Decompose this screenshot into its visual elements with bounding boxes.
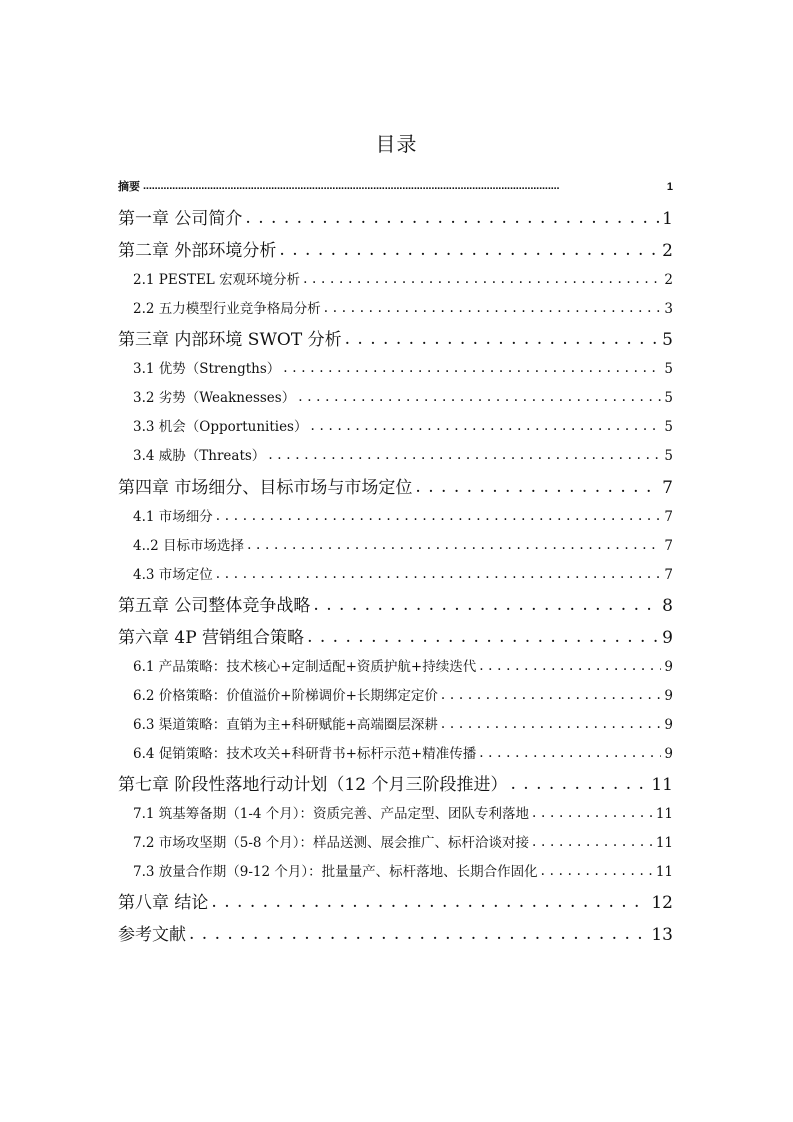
toc-entry-chapter-2[interactable] [118, 236, 673, 261]
toc-entry-page: 12 [651, 893, 673, 913]
toc-entry-page: 8 [662, 596, 673, 616]
toc-entry-chapter-3[interactable] [118, 325, 673, 350]
toc-entry-label: 2.1 PESTEL 宏观环境分析 [133, 272, 301, 288]
toc-entry-references[interactable] [118, 920, 673, 945]
toc-entry-page: 7 [664, 567, 673, 583]
toc-entry-page: 9 [664, 659, 673, 675]
dot-leader [324, 300, 662, 316]
toc-entry-label: 3.3 机会（Opportunities） [133, 419, 308, 435]
toc-entry-label: 6.2 价格策略：价值溢价+阶梯调价+长期绑定定价 [133, 688, 438, 704]
dot-leader [211, 892, 648, 912]
toc-entry-page: 1 [666, 181, 673, 193]
toc-entry-page: 3 [664, 301, 673, 317]
toc-entry-page: 7 [664, 509, 673, 525]
dot-leader [216, 508, 662, 524]
dot-leader [279, 240, 659, 260]
toc-entry-page: 5 [664, 390, 673, 406]
toc-entry-chapter-4[interactable] [118, 473, 673, 498]
toc-entry-abstract[interactable] [118, 178, 673, 194]
toc-entry-chapter-6[interactable] [118, 623, 673, 648]
dot-leader [415, 477, 659, 497]
toc-entry-section-7-1[interactable] [118, 802, 673, 822]
toc-entry-section-4-3[interactable] [118, 563, 673, 583]
toc-entry-page: 1 [662, 209, 673, 229]
toc-entry-page: 9 [664, 746, 673, 762]
toc-entry-page: 11 [655, 864, 673, 880]
toc-entry-label: 7.3 放量合作期（9-12 个月）：批量量产、标杆落地、长期合作固化 [133, 864, 538, 880]
dot-leader [479, 658, 661, 674]
dot-leader [268, 447, 661, 463]
toc-entry-label: 7.2 市场攻坚期（5-8 个月）：样品送测、展会推广、标杆洽谈对接 [133, 835, 530, 851]
toc-entry-label: 6.4 促销策略：技术攻关+科研背书+标杆示范+精准传播 [133, 746, 477, 762]
toc-entry-label: 第一章 公司简介 [118, 209, 243, 229]
toc-entry-page: 11 [655, 806, 673, 822]
dot-leader [532, 805, 653, 821]
toc-entry-label: 6.3 渠道策略：直销为主+科研赋能+高端圈层深耕 [133, 717, 438, 733]
toc-entry-section-6-2[interactable] [118, 684, 673, 704]
toc-entry-page: 11 [651, 775, 673, 795]
dot-leader [189, 924, 648, 944]
toc-entry-label: 第四章 市场细分、目标市场与市场定位 [118, 478, 413, 498]
toc-entry-label: 参考文献 [118, 925, 186, 945]
toc-entry-section-2-1[interactable] [118, 268, 673, 288]
toc-entry-label: 3.1 优势（Strengths） [133, 361, 281, 377]
toc-entry-section-3-1[interactable] [118, 357, 673, 377]
toc-entry-page: 9 [664, 717, 673, 733]
toc-entry-section-6-1[interactable] [118, 655, 673, 675]
toc-entry-section-6-4[interactable] [118, 742, 673, 762]
toc-entry-label: 4..2 目标市场选择 [133, 538, 245, 554]
toc-entry-label: 2.2 五力模型行业竞争格局分析 [133, 301, 321, 317]
dot-leader [245, 208, 659, 228]
toc-entry-label: 7.1 筑基筹备期（1-4 个月）：资质完善、产品定型、团队专利落地 [133, 806, 530, 822]
toc-entry-section-7-3[interactable] [118, 860, 673, 880]
toc-entry-label: 4.1 市场细分 [133, 509, 213, 525]
toc-entry-page: 5 [664, 361, 673, 377]
toc-title: 目录 [375, 132, 418, 156]
dot-leader [510, 774, 648, 794]
dot-leader [283, 360, 661, 376]
toc-entry-label: 6.1 产品策略：技术核心+定制适配+资质护航+持续迭代 [133, 659, 477, 675]
toc-entry-section-4-1[interactable] [118, 505, 673, 525]
dot-leader [298, 389, 661, 405]
toc-entry-label: 第八章 结论 [118, 893, 209, 913]
toc-entry-chapter-7[interactable] [118, 770, 673, 795]
toc-entry-chapter-1[interactable] [118, 204, 673, 229]
dot-leader [532, 834, 653, 850]
toc-entry-page: 5 [664, 448, 673, 464]
toc-entry-label: 第六章 4P 营销组合策略 [118, 628, 305, 648]
toc-entry-page: 2 [662, 241, 673, 261]
toc-entry-page: 5 [664, 419, 673, 435]
dot-leader [216, 566, 662, 582]
toc-entry-label: 3.2 劣势（Weaknesses） [133, 390, 296, 406]
toc-entry-page: 9 [662, 628, 673, 648]
toc-entry-page: 11 [655, 835, 673, 851]
dot-leader [479, 745, 661, 761]
dot-leader [345, 329, 660, 349]
toc-entry-section-6-3[interactable] [118, 713, 673, 733]
dot-leader [307, 627, 659, 647]
toc-entry-section-2-2[interactable] [118, 297, 673, 317]
toc-entry-label: 第二章 外部环境分析 [118, 241, 277, 261]
dot-leader [441, 716, 662, 732]
toc-entry-section-4-2[interactable] [118, 534, 673, 554]
dot-leader [303, 271, 661, 287]
toc-entry-label: 第七章 阶段性落地行动计划（12 个月三阶段推进） [118, 775, 508, 795]
dot-leader [541, 863, 653, 879]
toc-entry-page: 13 [651, 925, 673, 945]
dot-leader [441, 687, 662, 703]
toc-entry-label: 4.3 市场定位 [133, 567, 213, 583]
toc-entry-page: 5 [662, 330, 673, 350]
dot-leader [311, 418, 662, 434]
toc-entry-page: 7 [662, 478, 673, 498]
toc-entry-label: 第三章 内部环境 SWOT 分析 [118, 330, 342, 350]
toc-entry-label: 摘要 [118, 181, 140, 193]
toc-entry-chapter-8[interactable] [118, 888, 673, 913]
toc-entry-section-3-3[interactable] [118, 415, 673, 435]
toc-entry-section-3-4[interactable] [118, 444, 673, 464]
toc-entry-label: 3.4 威胁（Threats） [133, 448, 266, 464]
dot-leader [143, 180, 664, 192]
toc-entry-label: 第五章 公司整体竞争战略 [118, 596, 311, 616]
dot-leader [247, 537, 661, 553]
toc-entry-section-3-2[interactable] [118, 386, 673, 406]
toc-entry-page: 2 [664, 272, 673, 288]
toc-entry-chapter-5[interactable] [118, 591, 673, 616]
toc-entry-page: 7 [664, 538, 673, 554]
toc-entry-page: 9 [664, 688, 673, 704]
dot-leader [313, 595, 659, 615]
toc-entry-section-7-2[interactable] [118, 831, 673, 851]
